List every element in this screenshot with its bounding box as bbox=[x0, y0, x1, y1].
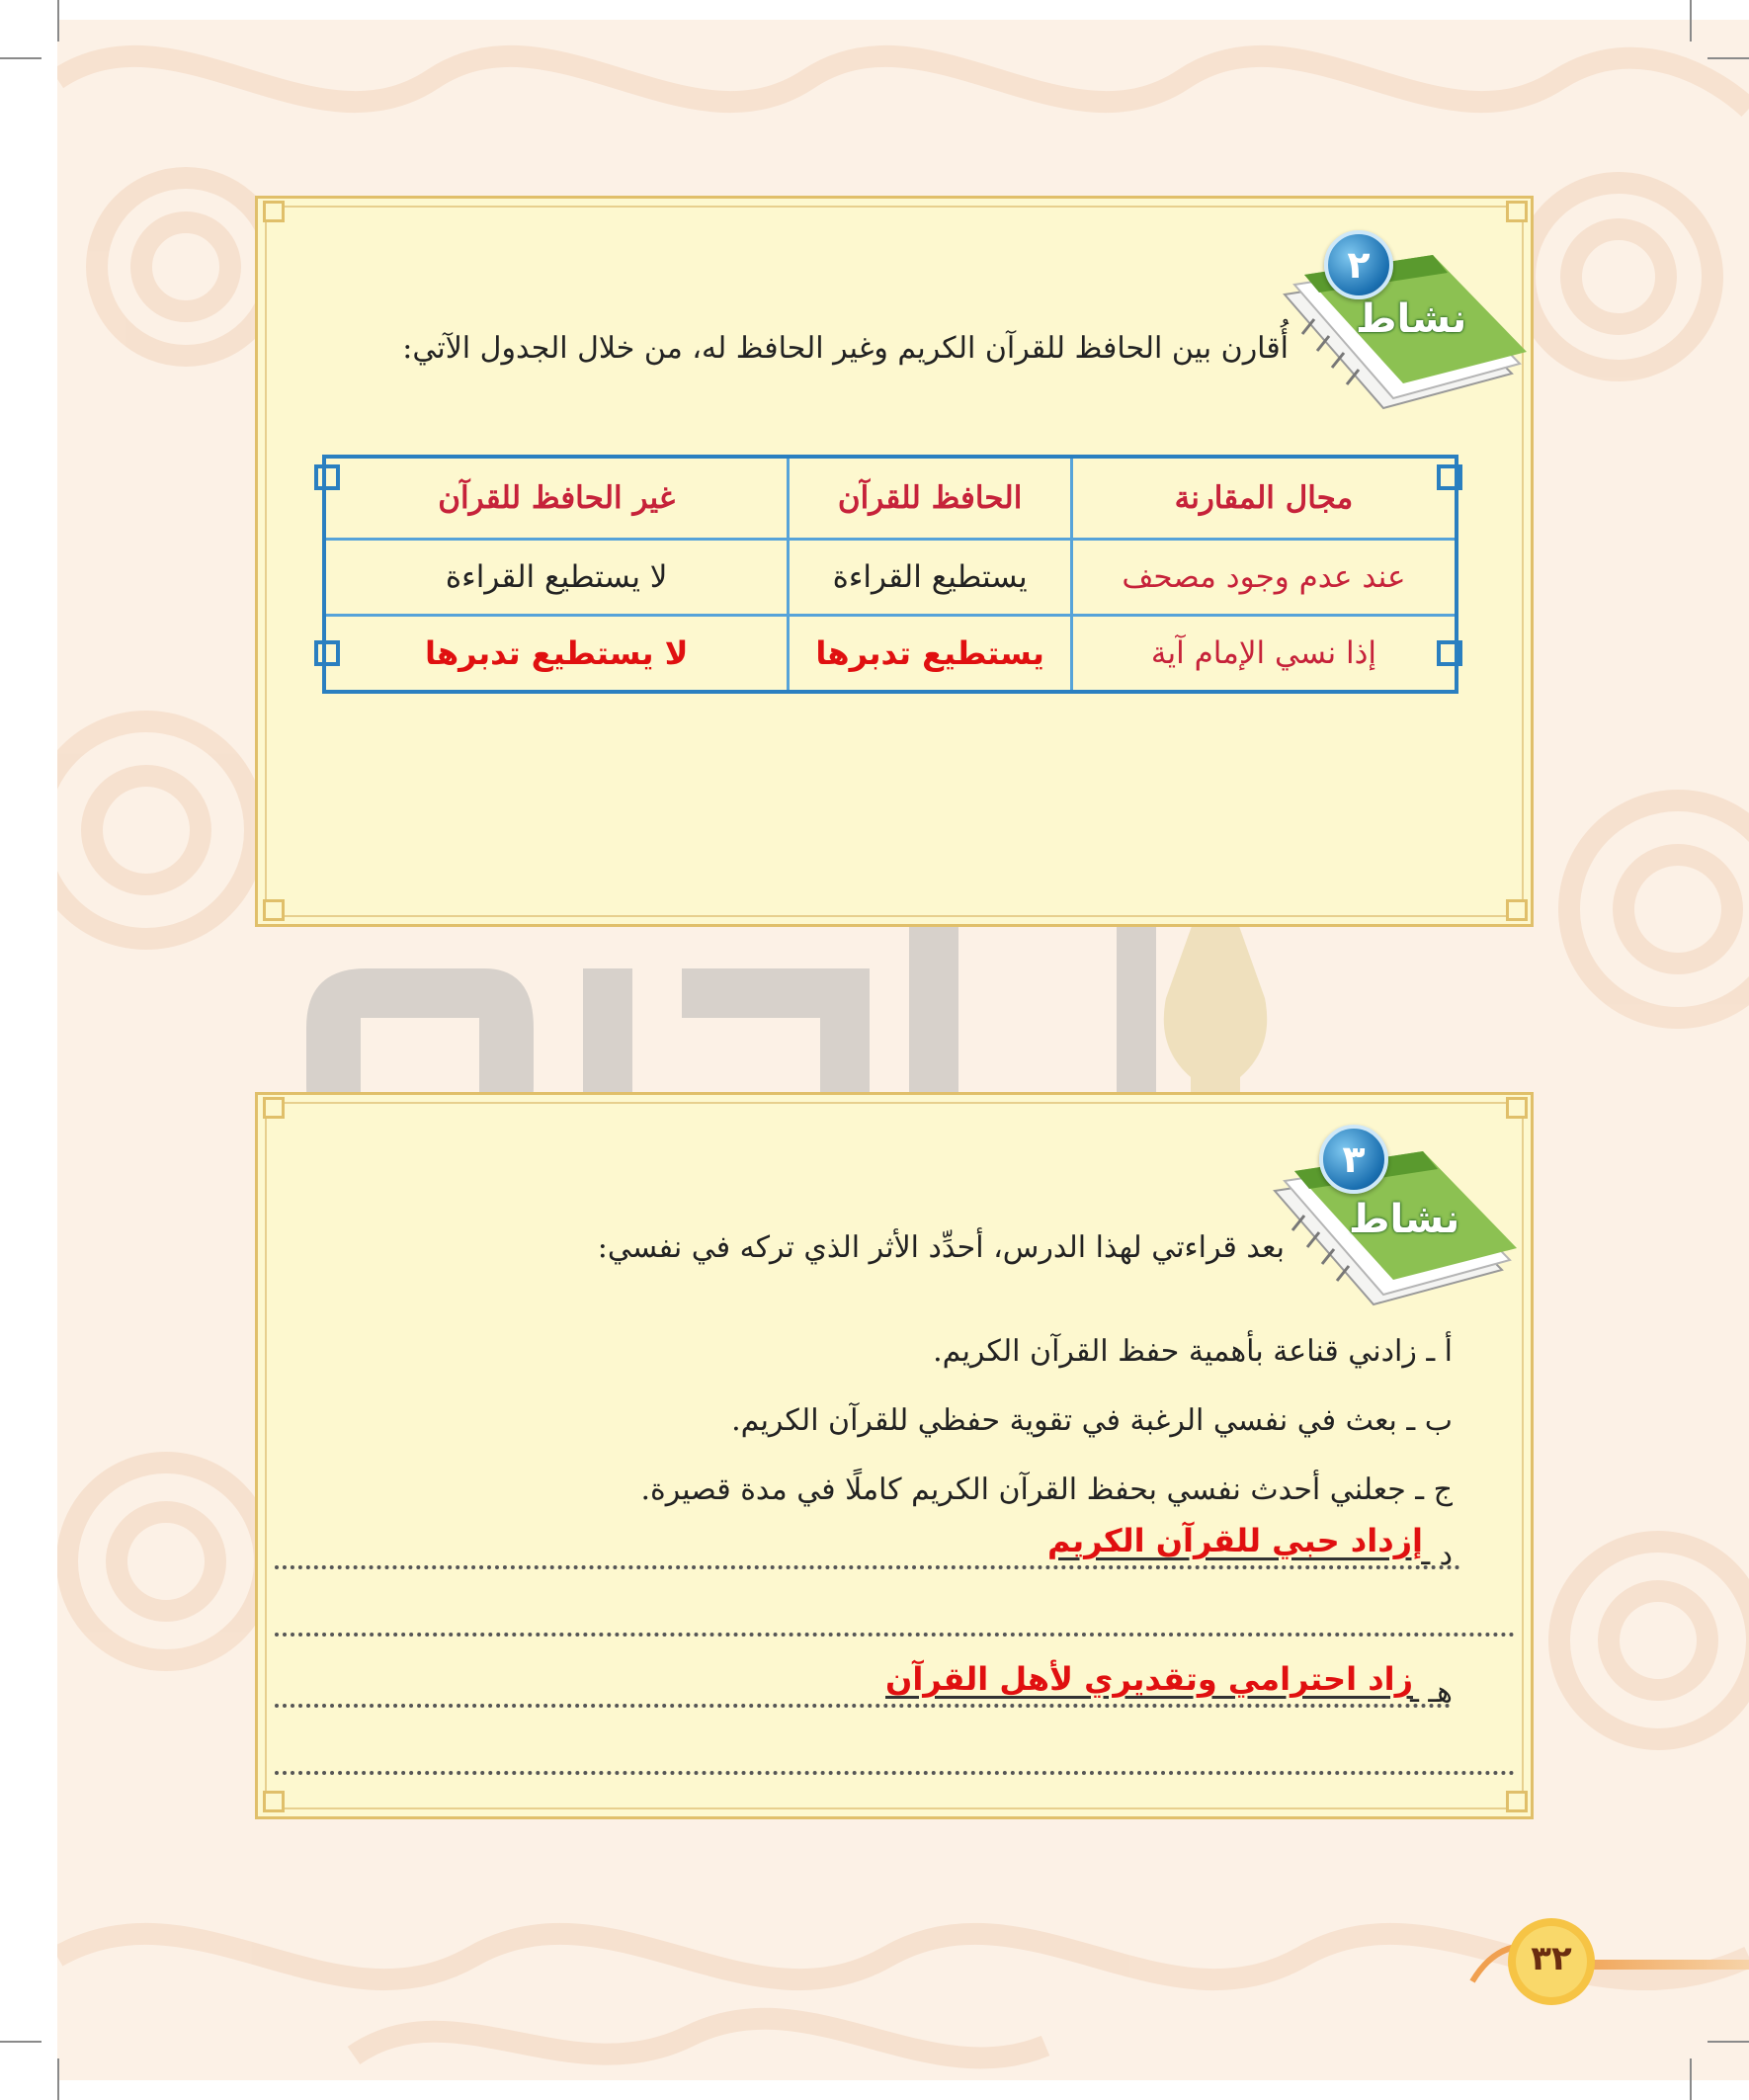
crop-mark bbox=[0, 57, 42, 59]
table-header-row bbox=[324, 457, 1457, 540]
table-cell: يستطيع القراءة bbox=[789, 540, 1072, 616]
activity-label: نشاط bbox=[1349, 1197, 1460, 1242]
activity-2-question: أُقارن بين الحافظ للقرآن الكريم وغير الحافظ له، من خلال الجدول الآتي: bbox=[402, 331, 1289, 366]
table-answer-cell: يستطيع تدبرها bbox=[789, 616, 1072, 693]
crop-mark bbox=[1690, 2058, 1692, 2100]
table-answer-cell: لا يستطيع تدبرها bbox=[324, 616, 789, 693]
option-c: ج ـ جعلني أحدث نفسي بحفظ القرآن الكريم كاملًا في مدة قصيرة. bbox=[640, 1472, 1453, 1507]
page-number-ornament bbox=[1462, 1912, 1749, 2011]
panel-corner-ornament bbox=[263, 899, 285, 921]
table-cell: لا يستطيع القراءة bbox=[324, 540, 789, 616]
panel-corner-ornament bbox=[1506, 1791, 1528, 1812]
activity-label: نشاط bbox=[1356, 296, 1467, 342]
comparison-table bbox=[322, 455, 1458, 694]
panel-corner-ornament bbox=[1506, 201, 1528, 222]
crop-mark bbox=[1690, 0, 1692, 42]
panel-corner-ornament bbox=[263, 1097, 285, 1119]
table-header-cell: الحافظ للقرآن bbox=[789, 457, 1072, 540]
crop-mark bbox=[1707, 2041, 1749, 2043]
crop-mark bbox=[57, 2058, 59, 2100]
table-row bbox=[324, 540, 1457, 616]
activity-3-badge bbox=[1265, 1122, 1522, 1319]
option-d-label: د ـ bbox=[1421, 1538, 1453, 1572]
option-d-answer: إزداد حبي للقرآن الكريم bbox=[1046, 1522, 1423, 1559]
answer-line bbox=[275, 1704, 1451, 1708]
activity-number: ٢ bbox=[1324, 230, 1393, 299]
answer-line bbox=[275, 1633, 1515, 1637]
table-header-cell: غير الحافظ للقرآن bbox=[324, 457, 789, 540]
panel-corner-ornament bbox=[263, 1791, 285, 1812]
panel-corner-ornament bbox=[1506, 899, 1528, 921]
page-number: ٣٢ bbox=[1531, 1939, 1572, 1978]
option-h-answer: زاد احترامي وتقديري لأهل القرآن bbox=[885, 1660, 1413, 1698]
panel-corner-ornament bbox=[1506, 1097, 1528, 1119]
activity-2-badge bbox=[1275, 225, 1532, 423]
option-b: ب ـ بعث في نفسي الرغبة في تقوية حفظي للقرآن الكريم. bbox=[731, 1403, 1453, 1438]
answer-line bbox=[275, 1565, 1460, 1569]
table-header-cell: مجال المقارنة bbox=[1071, 457, 1457, 540]
activity-3-question: بعد قراءتي لهذا الدرس، أحدِّد الأثر الذي تركه في نفسي: bbox=[597, 1230, 1285, 1265]
panel-corner-ornament bbox=[263, 201, 285, 222]
table-cell: عند عدم وجود مصحف bbox=[1071, 540, 1457, 616]
activity-number: ٣ bbox=[1319, 1125, 1388, 1194]
table-row bbox=[324, 616, 1457, 693]
crop-mark bbox=[1707, 57, 1749, 59]
answer-line bbox=[275, 1771, 1515, 1775]
crop-mark bbox=[0, 2041, 42, 2043]
option-h-label: هـ ـ bbox=[1410, 1675, 1453, 1710]
option-a: أ ـ زادني قناعة بأهمية حفظ القرآن الكريم. bbox=[933, 1334, 1453, 1369]
crop-mark bbox=[57, 0, 59, 42]
table-cell: إذا نسي الإمام آية bbox=[1071, 616, 1457, 693]
